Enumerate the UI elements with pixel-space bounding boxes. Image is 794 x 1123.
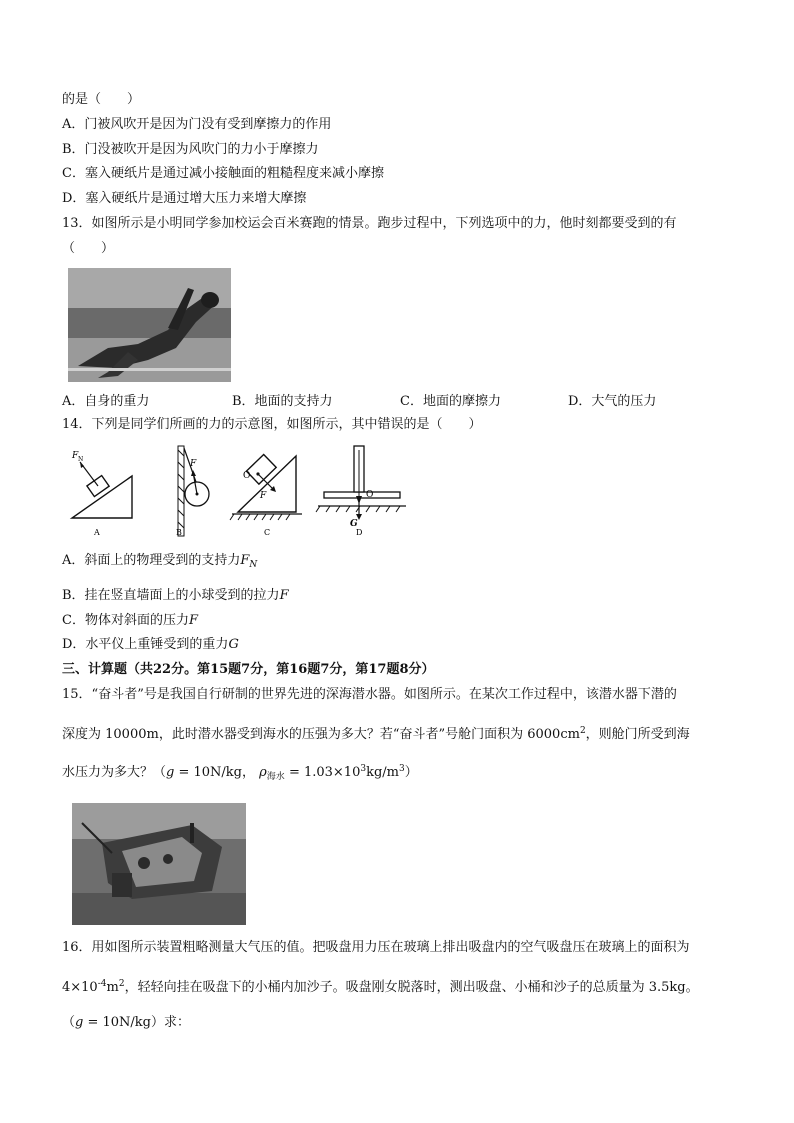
q15-g-val: = 10N/kg，: [174, 765, 255, 780]
q15-line-2: [62, 722, 690, 744]
q14-option-a-text: A．斜面上的物理受到的支持力: [62, 553, 241, 568]
q14-option-b-symbol: F: [279, 588, 289, 603]
submersible-photo: [72, 803, 246, 925]
q16-g: g: [75, 1015, 84, 1030]
figure-c-incline-pressure: [230, 454, 302, 537]
figure-c-f-label: F: [260, 491, 267, 501]
q13-options: [62, 390, 742, 408]
q14-option-a-sub: N: [249, 560, 258, 570]
q13-option-b: B．地面的支持力: [232, 394, 333, 409]
figure-d-o-label: O: [366, 490, 374, 500]
q13-stem-tail: （ ）: [62, 241, 115, 256]
figure-d-label: D: [356, 528, 363, 537]
q15-g: g: [166, 765, 175, 780]
q15-line-3-a: 水压力为多大？（: [62, 765, 167, 780]
q16-line-2: [62, 975, 699, 997]
figure-b-label: B: [176, 528, 182, 537]
q12-option-c: C．塞入硬纸片是通过减小接触面的粗糙程度来减小摩擦: [62, 166, 384, 181]
q15-rho-sup: 3: [360, 764, 367, 774]
q16-line-1: 16．用如图所示装置粗略测量大气压的值。把吸盘用力压在玻璃上排出吸盘内的空气吸盘压在玻璃上的面积为: [62, 940, 690, 955]
figure-a-incline: [71, 451, 132, 537]
q15-line-2-sup: 2: [579, 726, 586, 736]
figure-c-o-label: O: [243, 471, 251, 481]
q15-line-2-b: ，则舱门所受到海: [585, 727, 690, 742]
runner-photo: [68, 268, 231, 382]
fn-label: F: [72, 451, 79, 461]
q16-line-2-sup2: 2: [118, 979, 125, 989]
q15-rho-unit-sup: 3: [399, 764, 405, 774]
figure-c-label: C: [264, 528, 271, 537]
q14-option-b-text: B．挂在竖直墙面上的小球受到的拉力: [62, 588, 280, 603]
q15-rho-val: = 1.03×10: [284, 765, 361, 780]
figure-d-g-label: G: [350, 519, 358, 529]
q12-stem-tail: 的是（ ）: [62, 92, 141, 107]
q14-stem: 14．下列是同学们所画的力的示意图，如图所示，其中错误的是（ ）: [62, 417, 482, 432]
figure-b-f-label: F: [190, 459, 197, 469]
fn-sub-label: N: [78, 456, 84, 463]
q14-option-b: [62, 587, 289, 605]
q16-line-2-sup: -4: [97, 979, 107, 989]
q14-option-d-text: D．水平仪上重锤受到的重力: [62, 637, 229, 652]
q12-option-d: D．塞入硬纸片是通过增大压力来增大摩擦: [62, 191, 307, 206]
q14-option-d-symbol: G: [228, 637, 239, 652]
q16-line-2-c: ，轻轻向挂在吸盘下的小桶内加沙子。吸盘刚女脱落时，测出吸盘、小桶和沙子的总质量为 3.5kg。: [124, 980, 699, 995]
q15-line-3-end: ）: [404, 765, 418, 780]
q16-line-2-a: 4×10: [62, 980, 98, 995]
q16-line-3-b: = 10N/kg）求：: [83, 1015, 190, 1030]
q13-stem: 13．如图所示是小明同学参加校运会百米赛跑的情景。跑步过程中，下列选项中的力，他时刻都要受到的有: [62, 216, 677, 231]
q14-option-c-symbol: F: [188, 613, 198, 628]
q13-option-a: A．自身的重力: [62, 394, 150, 409]
q13-option-d: D．大气的压力: [568, 394, 657, 409]
q16-line-3-a: （: [62, 1015, 76, 1030]
q15-rho-unit: kg/m: [366, 765, 399, 780]
figure-d-level: [316, 446, 406, 537]
q12-option-a: A．门被风吹开是因为门没有受到摩擦力的作用: [62, 117, 332, 132]
q15-line-2-a: 深度为 10000m，此时潜水器受到海水的压强为多大？若“奋斗者”号舱门面积为 6000cm: [62, 727, 580, 742]
q14-option-d: [62, 636, 239, 654]
q14-option-c-text: C．物体对斜面的压力: [62, 613, 189, 628]
q15-line-1: 15．“奋斗者”号是我国自行研制的世界先进的深海潜水器。如图所示。在某次工作过程中，该潜水器下潜的: [62, 687, 677, 702]
q16-line-3: [62, 1014, 190, 1032]
q14-force-diagrams: [62, 440, 422, 540]
q16-line-2-b: m: [106, 980, 119, 995]
figure-b-wall-ball: [176, 446, 209, 537]
q13-option-c: C．地面的摩擦力: [400, 394, 501, 409]
q14-option-a: [62, 552, 257, 574]
q14-option-c: [62, 612, 198, 630]
q12-option-b: B．门没被吹开是因为风吹门的力小于摩擦力: [62, 142, 319, 157]
q15-rho-sub: 海水: [266, 772, 285, 782]
q14-option-a-symbol: F: [240, 553, 250, 568]
figure-a-label: A: [94, 528, 100, 537]
q15-rho: ρ: [259, 765, 267, 780]
section-3-heading: 三、计算题（共22分。第15题7分，第16题7分，第17题8分）: [62, 662, 435, 677]
q15-line-3: [62, 760, 418, 786]
